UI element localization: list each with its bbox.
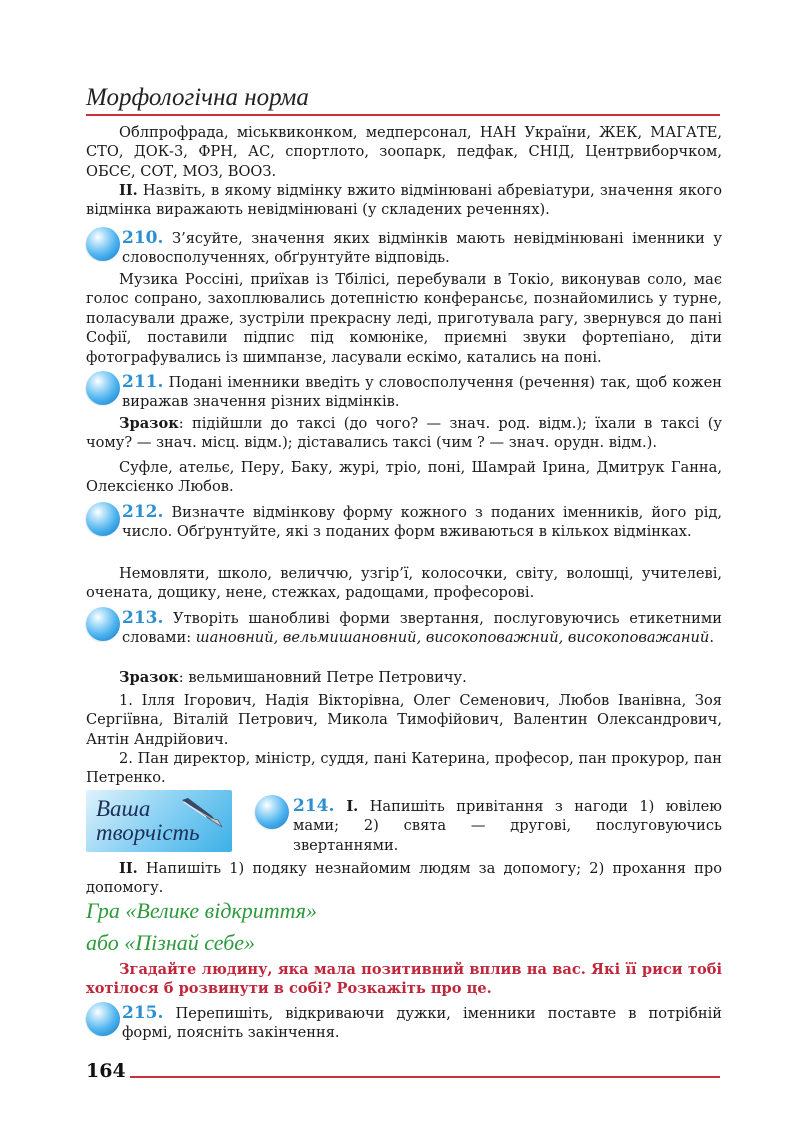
task-ball-icon <box>86 227 120 261</box>
etiquette-words: шановний, вельмишановний, високоповажний, високоповажаний <box>195 629 710 647</box>
abbreviations-list: Облпрофрада, міськвиконком, медперсонал, НАН України, ЖЕК, МАГАТЕ, СТО, ДОК-3, ФРН, АС, спортлото, зоопарк, педфак, СНІД, Центрвиборчком, ОБСЄ, СОТ, МОЗ, ВООЗ. <box>86 124 722 180</box>
part1-label: І. <box>334 798 359 815</box>
task-212 <box>122 503 722 542</box>
sample-text: : вельмишановний Петре Петровичу. <box>178 669 467 686</box>
task-213 <box>122 609 722 648</box>
part1-text: Напишіть привітання з нагоди 1) ювілею мами; 2) свята — другові, послуговуючись звертаннями. <box>293 798 722 854</box>
task-number: 210. <box>122 228 164 248</box>
task-instruction: Перепишіть, відкриваючи дужки, іменники поставте в потрібній формі, поясніть закінчення. <box>122 1005 722 1042</box>
task-instruction-end: . <box>709 629 714 647</box>
task-213-sample <box>86 668 722 687</box>
creative-badge <box>86 790 232 852</box>
task-ball-icon <box>86 1002 120 1036</box>
task-number: 212. <box>122 502 164 522</box>
page-number: 164 <box>86 1060 126 1082</box>
task-211-sample <box>86 414 722 453</box>
part2-text: Назвіть, в якому відмінку вжито відмінювані абревіатури, значення якого відмінка виражають невідмінювані (у складених реченнях). <box>86 182 722 219</box>
sample-label: Зразок <box>119 669 179 686</box>
task-instruction: З’ясуйте, значення яких відмінків мають невідмінювані іменники у словосполученнях, обґрунтуйте відповідь. <box>122 230 722 267</box>
part2-label: ІІ. <box>119 860 138 877</box>
creative-line1: Ваша <box>96 796 151 821</box>
game-title: Гра «Велике відкриття» <box>86 898 318 923</box>
task-ball-icon <box>86 502 120 536</box>
game-subtitle: або «Пізнай себе» <box>86 930 256 955</box>
task-ball-icon <box>86 607 120 641</box>
task-211-body: Суфле, ательє, Перу, Баку, журі, тріо, поні, Шамрай Ірина, Дмитрук Ганна, Олексієнко Любов. <box>86 459 722 496</box>
task-215 <box>122 1004 722 1043</box>
task-instruction: Утворіть шанобливі форми звертання, послуговуючись етикетними словами: <box>122 610 722 647</box>
sample-label: Зразок <box>119 415 179 432</box>
intro-part2 <box>86 181 722 220</box>
sample-text: : підійшли до таксі (до чого? — знач. род. відм.); їхали в таксі (у чому? — знач. місц. відм.); діставались таксі (чим ? — знач. орудн. відм.). <box>86 415 722 452</box>
header-rule <box>86 114 720 116</box>
task-number: 211. <box>122 372 164 392</box>
footer-rule <box>130 1076 720 1078</box>
task-instruction: Подані іменники введіть у словосполучення (речення) так, щоб кожен виражав значення різних відмінків. <box>122 374 722 411</box>
task-number: 214. <box>293 796 335 816</box>
task-instruction: Визначте відмінкову форму кожного з поданих іменників, його рід, число. Обґрунтуйте, які з поданих форм вживаються в кількох відмінках. <box>122 504 722 541</box>
part2-label: ІІ. <box>119 182 138 199</box>
task-213-item2: 2. Пан директор, міністр, суддя, пані Катерина, професор, пан прокурор, пан Петренко. <box>86 750 722 787</box>
creative-line2: творчість <box>96 820 200 845</box>
task-210-body: Музика Россіні, приїхав із Тбілісі, перебували в Токіо, виконував соло, має голос сопрано, захоплювались дотепністю конферансьє, познайомились у турне, поласували драже, зустріли прекрасну леді, приготувала рагу, звернувся до пані Софії, поставили підпис під комюніке, приємні звуки фортепіано, діти фотографувались із шимпанзе, ласували ескімо, катались на поні. <box>86 271 722 366</box>
task-number: 215. <box>122 1003 164 1023</box>
task-number: 213. <box>122 608 164 628</box>
task-214 <box>293 797 722 855</box>
part2-text: Напишіть 1) подяку незнайомим людям за допомогу; 2) прохання про допомогу. <box>86 860 722 897</box>
fountain-pen-icon <box>178 794 228 830</box>
task-210 <box>122 229 722 268</box>
section-title: Морфологічна норма <box>86 84 309 111</box>
task-213-item1: 1. Ілля Ігорович, Надія Вікторівна, Олег Семенович, Любов Іванівна, Зоя Сергіївна, Віталій Петрович, Микола Тимофійович, Валентин Олександрович, Антін Андрійович. <box>86 692 722 748</box>
task-214-part2 <box>86 859 722 898</box>
task-211 <box>122 373 722 412</box>
game-prompt: Згадайте людину, яка мала позитивний вплив на вас. Які її риси тобі хотілося б розвинути в собі? Розкажіть про це. <box>86 961 722 998</box>
task-ball-icon <box>86 371 120 405</box>
task-212-body: Немовляти, школо, величчю, узгір’ї, колосочки, світу, волошці, учителеві, очената, дощику, нене, стежках, радощами, професорові. <box>86 565 722 602</box>
task-ball-icon <box>255 795 289 829</box>
